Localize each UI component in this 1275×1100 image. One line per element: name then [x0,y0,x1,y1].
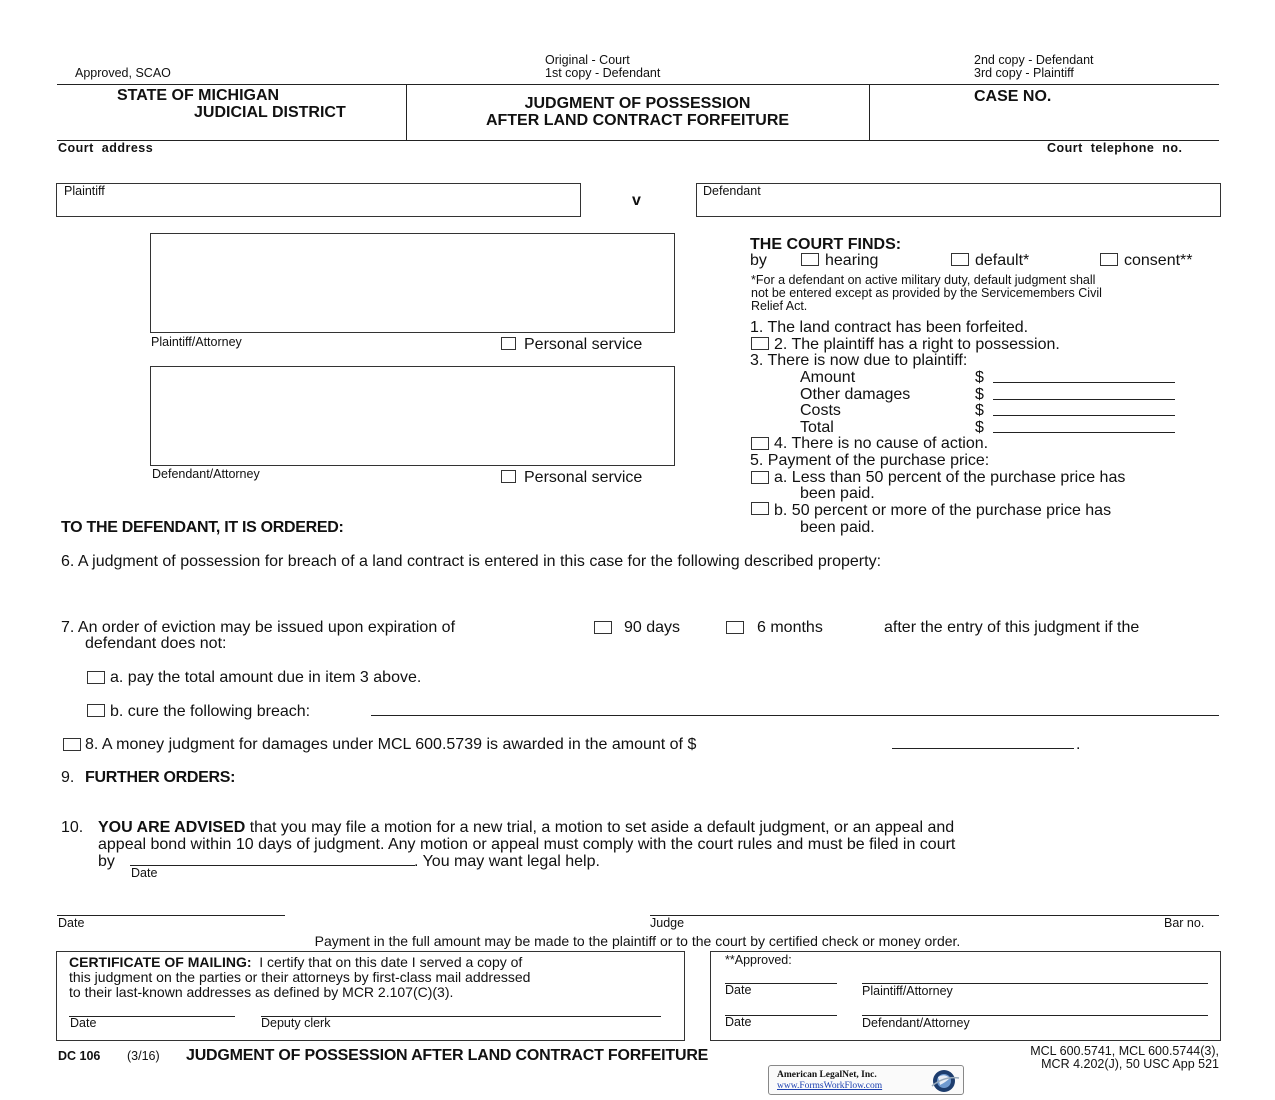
header-top-rule [57,84,1219,85]
costs-field[interactable] [993,415,1175,416]
order-item10-number: 10. [61,819,84,836]
deputy-clerk-label: Deputy clerk [261,1016,331,1030]
finding-item5a-line1: a. Less than 50 percent of the purchase price has [774,469,1126,486]
mailing-date-label: Date [70,1016,97,1030]
military-note-line1: *For a defendant on active military duty, default judgment shall [751,273,1096,287]
payment-note: Payment in the full amount may be made to the plaintiff or to the court by certified check or money order. [314,933,961,949]
order-item7-line1: 7. An order of eviction may be issued upon expiration of [61,619,456,636]
total-dollar: $ [975,419,984,436]
form-title-line2: AFTER LAND CONTRACT FORFEITURE [485,112,790,129]
finding-item5a-line2: been paid. [800,485,875,502]
consent-checkbox[interactable] [1100,253,1118,266]
logo-name: American LegalNet, Inc. [777,1070,877,1080]
approved-date1-label: Date [725,983,752,997]
copy-second: 2nd copy - Defendant [974,53,1094,67]
plaintiff-label: Plaintiff [64,184,105,198]
state-label: STATE OF MICHIGAN [117,87,280,104]
other-damages-dollar: $ [975,386,984,403]
plaintiff-attorney-box[interactable] [150,233,675,333]
plaintiff-personal-service-label: Personal service [524,336,643,353]
defendant-attorney-label: Defendant/Attorney [152,467,260,481]
approved-scao: Approved, SCAO [75,66,171,80]
logo-url[interactable]: www.FormsWorkFlow.com [777,1081,883,1091]
approved-label: **Approved: [725,953,792,967]
amount-label: Amount [800,369,856,386]
orders-heading: TO THE DEFENDANT, IT IS ORDERED: [61,519,344,536]
order-item7-line2: after the entry of this judgment if the [884,619,1140,636]
total-label: Total [800,419,834,436]
approved-plaintiff-label: Plaintiff/Attorney [862,984,953,998]
finding-item5b-checkbox[interactable] [751,502,769,515]
finding-item1: 1. The land contract has been forfeited. [750,319,1029,336]
order-item10-line2: appeal bond within 10 days of judgment. Any motion or appeal must comply with the court rules and must be filed in court [98,836,956,853]
copy-first: 1st copy - Defendant [545,66,661,80]
form-title-line1: JUDGMENT OF POSSESSION [524,95,751,112]
deadline-date-label: Date [131,866,158,880]
versus-label: v [632,192,641,209]
finding-item2: 2. The plaintiff has a right to possession. [774,336,1060,353]
order-item7b: b. cure the following breach: [110,703,311,720]
order-item8-checkbox[interactable] [63,738,81,751]
other-damages-label: Other damages [800,386,911,403]
header-divider-right [869,84,870,140]
case-no-label: CASE NO. [974,88,1052,105]
order-item6: 6. A judgment of possession for breach of a land contract is entered in this case for the following described property: [61,553,882,570]
amount-dollar: $ [975,369,984,386]
other-damages-field[interactable] [993,399,1175,400]
approved-defendant-label: Defendant/Attorney [862,1016,970,1030]
total-field[interactable] [993,432,1175,433]
court-finds-heading: THE COURT FINDS: [750,236,902,253]
finding-item5: 5. Payment of the purchase price: [750,452,990,469]
statutes-line2: MCR 4.202(J), 50 USC App 521 [1041,1057,1219,1071]
footer-title: JUDGMENT OF POSSESSION AFTER LAND CONTRACT FORFEITURE [186,1047,709,1064]
form-revision: (3/16) [127,1049,160,1063]
plaintiff-attorney-label: Plaintiff/Attorney [151,335,242,349]
hearing-checkbox[interactable] [801,253,819,266]
order-item9-number: 9. [61,769,75,786]
judgment-date-label: Date [58,916,85,930]
finding-item5a-checkbox[interactable] [751,471,769,484]
defendant-attorney-box[interactable] [150,366,675,466]
deadline-date-field[interactable] [130,865,415,866]
military-note-line3: Relief Act. [751,299,808,313]
finding-item2-checkbox[interactable] [751,337,769,350]
eviction-6-months-checkbox[interactable] [726,621,744,634]
order-item10-text1: that you may file a motion for a new trial, a motion to set aside a default judgment, or an appeal and [245,819,955,836]
default-checkbox[interactable] [951,253,969,266]
district-label: JUDICIAL DISTRICT [194,104,346,121]
order-item7-line3: defendant does not: [85,635,227,652]
order-item9: FURTHER ORDERS: [85,769,236,786]
certificate-title: CERTIFICATE OF MAILING: [69,954,252,970]
eviction-6-months-label: 6 months [757,619,823,636]
order-item10-by: by [98,853,115,870]
breach-description-field[interactable] [371,715,1219,716]
eviction-90-days-label: 90 days [624,619,681,636]
finding-item4-checkbox[interactable] [751,437,769,450]
certificate-line3: to their last-known addresses as defined by MCR 2.107(C)(3). [69,984,454,1000]
finding-item5b-line1: b. 50 percent or more of the purchase price has [774,502,1112,519]
globe-icon [929,1068,961,1094]
bar-no-label: Bar no. [1164,916,1205,930]
defendant-field[interactable] [696,183,1221,217]
order-item7a-checkbox[interactable] [87,671,105,684]
header-bottom-rule [57,140,1219,141]
approved-box [710,951,1221,1041]
money-judgment-field[interactable] [892,748,1074,749]
order-item7b-checkbox[interactable] [87,704,105,717]
eviction-90-days-checkbox[interactable] [594,621,612,634]
amount-field[interactable] [993,382,1175,383]
copy-original: Original - Court [545,53,630,67]
certificate-line2: this judgment on the parties or their attorneys by first-class mail addressed [69,969,531,985]
costs-dollar: $ [975,402,984,419]
by-label: by [750,252,767,269]
advised-label: YOU ARE ADVISED [98,819,246,836]
finding-item4: 4. There is no cause of action. [774,435,989,452]
court-address-label: Court address [58,141,154,155]
order-item8: 8. A money judgment for damages under MCL 600.5739 is awarded in the amount of $ [85,736,697,753]
judge-label: Judge [650,916,685,930]
defendant-label: Defendant [703,184,761,198]
certificate-of-mailing-box [56,951,685,1041]
hearing-label: hearing [825,252,879,269]
judge-signature-field[interactable] [650,915,1219,916]
certificate-text1: I certify that on this date I served a copy of [251,954,523,970]
plaintiff-personal-service-checkbox[interactable] [501,337,516,350]
statutes-line1: MCL 600.5741, MCL 600.5744(3), [1030,1044,1219,1058]
defendant-personal-service-checkbox[interactable] [501,470,516,483]
copy-third: 3rd copy - Plaintiff [974,66,1074,80]
default-label: default* [975,252,1030,269]
approved-date2-label: Date [725,1015,752,1029]
order-item8-period: . [1076,736,1081,753]
consent-label: consent** [1124,252,1193,269]
order-item7a: a. pay the total amount due in item 3 above. [110,669,422,686]
certificate-line1 [69,954,522,970]
order-item10-end: . You may want legal help. [414,853,600,870]
finding-item5b-line2: been paid. [800,519,875,536]
defendant-personal-service-label: Personal service [524,469,643,486]
finding-item3: 3. There is now due to plaintiff: [750,352,968,369]
order-item10-line1 [98,819,954,837]
military-note-line2: not be entered except as provided by the Servicemembers Civil [751,286,1102,300]
form-number: DC 106 [58,1049,101,1063]
court-telephone-label: Court telephone no. [1047,141,1183,155]
american-legalnet-logo[interactable] [768,1065,964,1095]
costs-label: Costs [800,402,841,419]
judgment-date-field[interactable] [57,915,285,916]
plaintiff-field[interactable] [56,183,581,217]
